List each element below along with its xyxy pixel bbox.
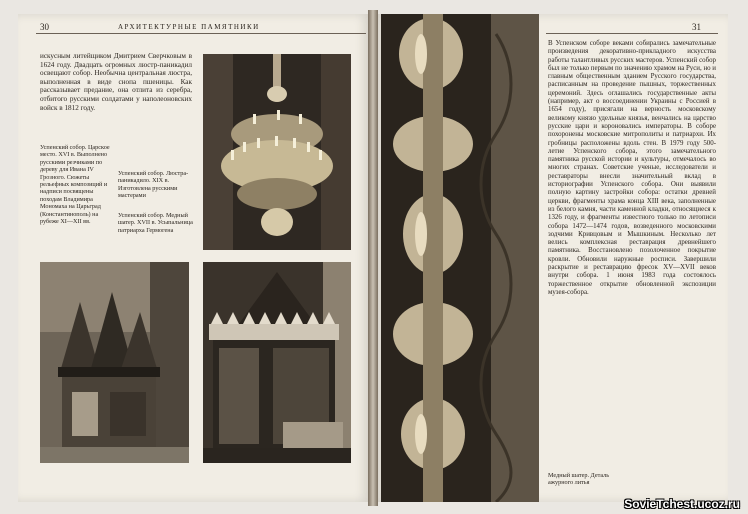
site-watermark: SovieTchest.ucoz.ru bbox=[624, 497, 740, 511]
left-body-text: искусным литейщиком Дмитрием Сверчковым в 1624 году. Двадцать огромных люстр-паникадил освещают собор. Необычна центральная люстра, выполненная в виде снопа пшеницы. Как рассказывает предание, она отлита из серебра, отбитого русскими солдатами у наполеоновских войск в 1812 году. bbox=[40, 52, 192, 112]
right-page-number: 31 bbox=[692, 22, 701, 32]
tent-illustration bbox=[203, 262, 351, 463]
book-gutter bbox=[368, 10, 378, 506]
throne-illustration bbox=[40, 262, 189, 463]
caption-tent: Успенский собор. Медный шатер. XVII в. Усыпальница патриарха Гермогена bbox=[118, 212, 193, 234]
grille-detail-photo bbox=[381, 14, 539, 502]
left-header-rule bbox=[36, 33, 366, 34]
tent-photo bbox=[203, 262, 351, 463]
chandelier-illustration bbox=[203, 54, 351, 250]
caption-chandelier: Успенский собор. Люстра-паникадило. XIX в. Изготовлена русскими мастерами bbox=[118, 170, 189, 200]
running-head: АРХИТЕКТУРНЫЕ ПАМЯТНИКИ bbox=[118, 23, 260, 31]
grille-illustration bbox=[381, 14, 539, 502]
right-header-rule bbox=[546, 33, 718, 34]
chandelier-photo bbox=[203, 54, 351, 250]
caption-throne: Успенский собор. Царское место. XVI в. Выполнено русскими резчиками по дереву для Ивана IV Грозного. Сюжеты рельефных композиций и надписи посвящены походам Владимира Мономаха на Царьград (Константинополь) на рубеже XI—XII вв. bbox=[40, 144, 110, 226]
caption-grille: Медный шатер. Деталь ажурного литья bbox=[548, 472, 610, 487]
throne-photo bbox=[40, 262, 189, 463]
right-body-text: В Успенском соборе веками собирались замечательные произведения декоративно-прикладного искусства работы талантливых русских мастеров. Успенский собор был не только первым по значению храмом на Руси, но и главным общественным зданием Русского государства, расписанным на проведение пышных, торжественных церемоний. Здесь оглашались государственные акты (например, акт о воссоединении Украины с Россией в 1654 году), присягали на верность московскому великому князю удельные князья, венчались на царство русские цари и короновались императоры. В соборе похоронены московские митрополиты и патриархи. Их гробницы расположены вдоль стен. В 1979 году 500-летие Успенского собора, этого замечательного памятника русской истории и культуры, отмечалось во многих странах. Советские ученые, исследователи и реставраторы внесли значительный вклад в историографии Успенского собора. Они выявили полную картину застройки собора: остатки древней церкви, фрагменты храма конца XIII века, заполненные из белого камня, части каменной кладки, относящиеся к 1326 году, и фрагменты известного только по летописи собора 1472—1474 годов, возведенного московскими зодчими Кривцовым и Мышкиным. Несколько лет велись комплексная реставрация древнейшего памятника. Восстановлено позолоченное покрытие кровли. Обновили наружные росписи. Завершили раскрытие и реставрацию фресок XV—XVII веков внутри собора. 1 июня 1983 года состоялось торжественное открытие обновленной экспозиции музея-собора. bbox=[548, 40, 716, 296]
left-page-number: 30 bbox=[40, 22, 49, 32]
